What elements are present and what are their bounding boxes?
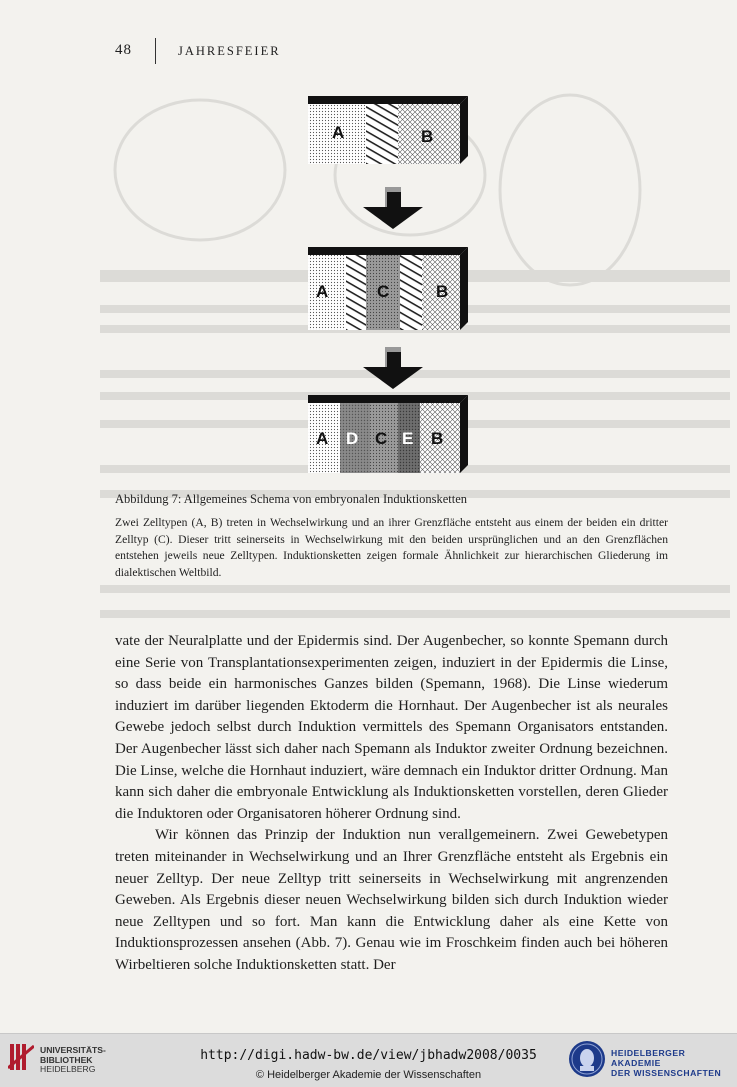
label-a: A — [316, 429, 329, 448]
running-title: JAHRESFEIER — [178, 44, 281, 58]
induction-chain-diagram — [300, 92, 475, 482]
figure-caption-body: Zwei Zelltypen (A, B) treten in Wechselwirkung und an ihrer Grenzfläche entsteht aus einem der beiden ein dritter Zelltyp (C). Dieser tritt seinerseits in Wechselwirkung mit den beiden ursprünglichen und an den Grenzflächen entstehen jeweils neue Zelltypen. Induktionsketten zeigen formale Ähnlichkeit zur hierarchischen Gliederung im dialektischen Weltbild. — [115, 516, 668, 579]
paragraph: Wir können das Prinzip der Induktion nun verallgemeinern. Zwei Gewebetypen treten miteinander in Wechselwirkung und an Ihrer Grenzfläche entsteht als Ergebnis ein neuer Zelltyp. Der neue Zelltyp tritt seinerseits in Wechselwirkung mit angrenzenden Geweben. Als Ergebnis dieser neuen Wechselwirkung bilden sich durch Induktion wieder neue Zelltypen und so fort. Man kann die Entwicklung daher als eine Kette von Induktionsprozessen ansehen (Abb. 7). Genau wie im Froschkeim finden auch bei höheren Wirbeltieren solche Induktionsketten statt. Der — [115, 827, 668, 973]
library-name-line: BIBLIOTHEK — [40, 1054, 93, 1065]
label-b: B — [431, 429, 444, 448]
copyright-notice: © Heidelberger Akademie der Wissenschaften — [255, 1069, 482, 1081]
label-a: A — [332, 123, 345, 142]
body-text — [115, 631, 668, 977]
library-name-line: HEIDELBERG — [40, 1064, 96, 1074]
label-b: B — [436, 282, 449, 301]
label-b: B — [421, 127, 434, 146]
stage-1-block — [308, 96, 468, 164]
interaction-zone-left — [346, 255, 366, 330]
header-divider — [155, 38, 156, 64]
figure-caption-title: Abbildung 7: Allgemeines Schema von embryonalen Induktionsketten — [115, 492, 468, 506]
interaction-zone — [366, 104, 398, 164]
document-url-link[interactable]: http://digi.hadw-bw.de/view/jbhadw2008/0035 — [200, 1048, 537, 1063]
academy-seal-icon — [568, 1040, 606, 1078]
footer-bar — [0, 1033, 737, 1087]
page-number: 48 — [115, 42, 132, 58]
label-e: E — [402, 429, 414, 448]
academy-name-line: HEIDELBERGER AKADEMIE — [611, 1048, 686, 1068]
academy-name — [611, 1048, 737, 1078]
academy-name-line: DER WISSENSCHAFTEN — [611, 1068, 722, 1078]
interaction-zone-right — [400, 255, 422, 330]
paragraph: vate der Neuralplatte und der Epidermis sind. Der Augenbecher, so konnte Spemann durch eine Serie von Transplantationsexperimenten zeigen, induziert in der Epidermis die Linse, so dass beide ein harmonisches Ganzes bilden (Spemann, 1968). Die Linse wiederum induziert im darüber liegenden Ektoderm die Hornhaut. Der Augenbecher ist als neurales Gewebe jedoch selbst durch Induktion vermittels des Spemann Organisators entstanden. Der Augenbecher lässt sich daher nach Spemann als Induktor zweiter Ordnung bezeichnen. Die Linse, welche die Hornhaut induziert, wäre demnach ein Induktor dritter Ordnung. Man kann sich daher die embryonale Entwicklung als Induktionsketten vorstellen, deren Glieder die Induktoren oder Organisatoren höherer Ordnung sind. — [115, 633, 668, 822]
stage-2-block — [308, 247, 468, 330]
label-d: D — [346, 429, 359, 448]
down-arrow-icon — [363, 187, 423, 229]
stage-3-block — [308, 395, 468, 473]
library-name-line: UNIVERSITÄTS- — [40, 1045, 106, 1055]
label-c: C — [375, 429, 388, 448]
down-arrow-icon — [363, 347, 423, 389]
label-c: C — [377, 282, 390, 301]
label-a: A — [316, 282, 329, 301]
